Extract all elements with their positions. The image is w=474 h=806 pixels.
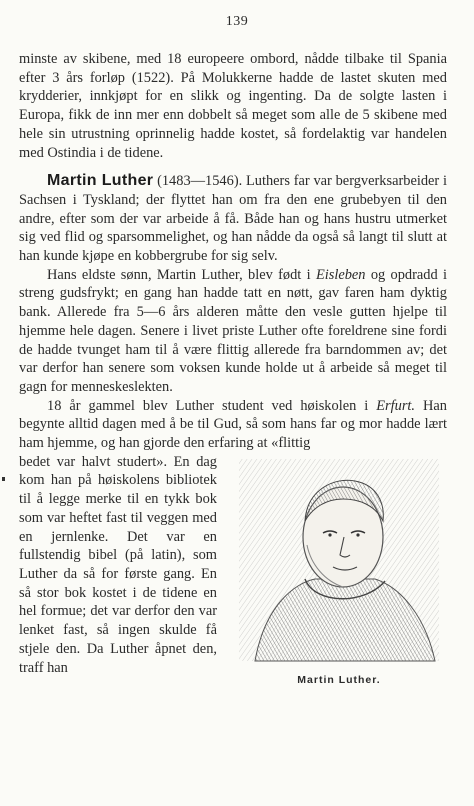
body-text — [19, 50, 447, 689]
luther-portrait-image — [235, 455, 443, 665]
figure-caption: Martin Luther. — [297, 673, 381, 686]
text-with-figure — [19, 453, 447, 690]
figure-luther — [231, 453, 447, 690]
paragraph-magellan: minste av skibene, med 18 europeere ombord, nådde tilbake til Spania efter 3 års forløp (1522). På Molukkerne hadde de lastet skuten med krydderier, innkjøpt for en slikk og ingenting. Da de solgte lasten i Europa, fikk de inn mer enn dobbelt så meget som alle de 5 skibene med hele sin utrustning oprinnelig hadde kostet, så fordelaktig var handelen med Ostindia i de tidene. — [19, 51, 447, 161]
paragraph-luther-intro — [19, 172, 447, 266]
section-gap — [19, 162, 447, 172]
page-number: 139 — [225, 14, 249, 29]
paragraph-childhood — [19, 266, 447, 397]
paragraph-bible: bedet var halvt studert». En dag kom han på høiskolens bibliotek til å legge merke til en tykk bok som var heftet fast til veggen med en jernlenke. Det var en fullstendig bibel (på latin), som Luther da så for første gang. En så stor bok kostet i de tidene en hel formue; det var derfor den var lenket fast, så ingen skulde få stjele den. Da Luther åpnet den, traff han — [19, 453, 217, 676]
paragraph-childhood-text-a: Hans eldste sønn, Martin Luther, blev født i — [47, 266, 316, 283]
paragraph-childhood-text-b: og opdradd i streng gudsfrykt; en gang han hadde tatt en nøtt, gav faren ham dyktig bank. Allerede fra 5—6 års alderen måtte den vesle gutten hjelpe til hjemme hele dagen. Senere i livet priste Luther ofte foreldrene sine fordi de hadde tvunget ham til å være flittig allerede fra barndommen av; det var derfor han senere som voksen kunde holde ut å arbeide så meget til gagn for menneskeslekten. — [19, 266, 447, 395]
section-heading: Martin Luther — [47, 172, 154, 190]
place-eisleben: Eisleben — [315, 266, 366, 283]
paragraph-student-text-a: 18 år gammel blev Luther student ved høiskolen i — [47, 397, 377, 414]
paragraph-student — [19, 397, 447, 453]
margin-mark — [2, 477, 5, 481]
paragraph-student-text-b: Han begynte alltid dagen med å be til Gud, så som hans far og mor hadde lært ham hjemme, og han gjorde den erfaring at «flittig — [19, 397, 447, 452]
paragraph-luther-intro-text: (1483—1546). Luthers far var bergverksarbeider i Sachsen i Tyskland; der flyttet han om fra den ene grubebyen til den andre, efter som der var arbeide å få. Både han og hans hustru utmerket sig ved flid og sparsommelighet, og han nådde da også så langt til slutt at han kunde kjøpe en kobbergrube for sig selv. — [19, 173, 447, 265]
place-erfurt: Erfurt. — [376, 397, 416, 414]
